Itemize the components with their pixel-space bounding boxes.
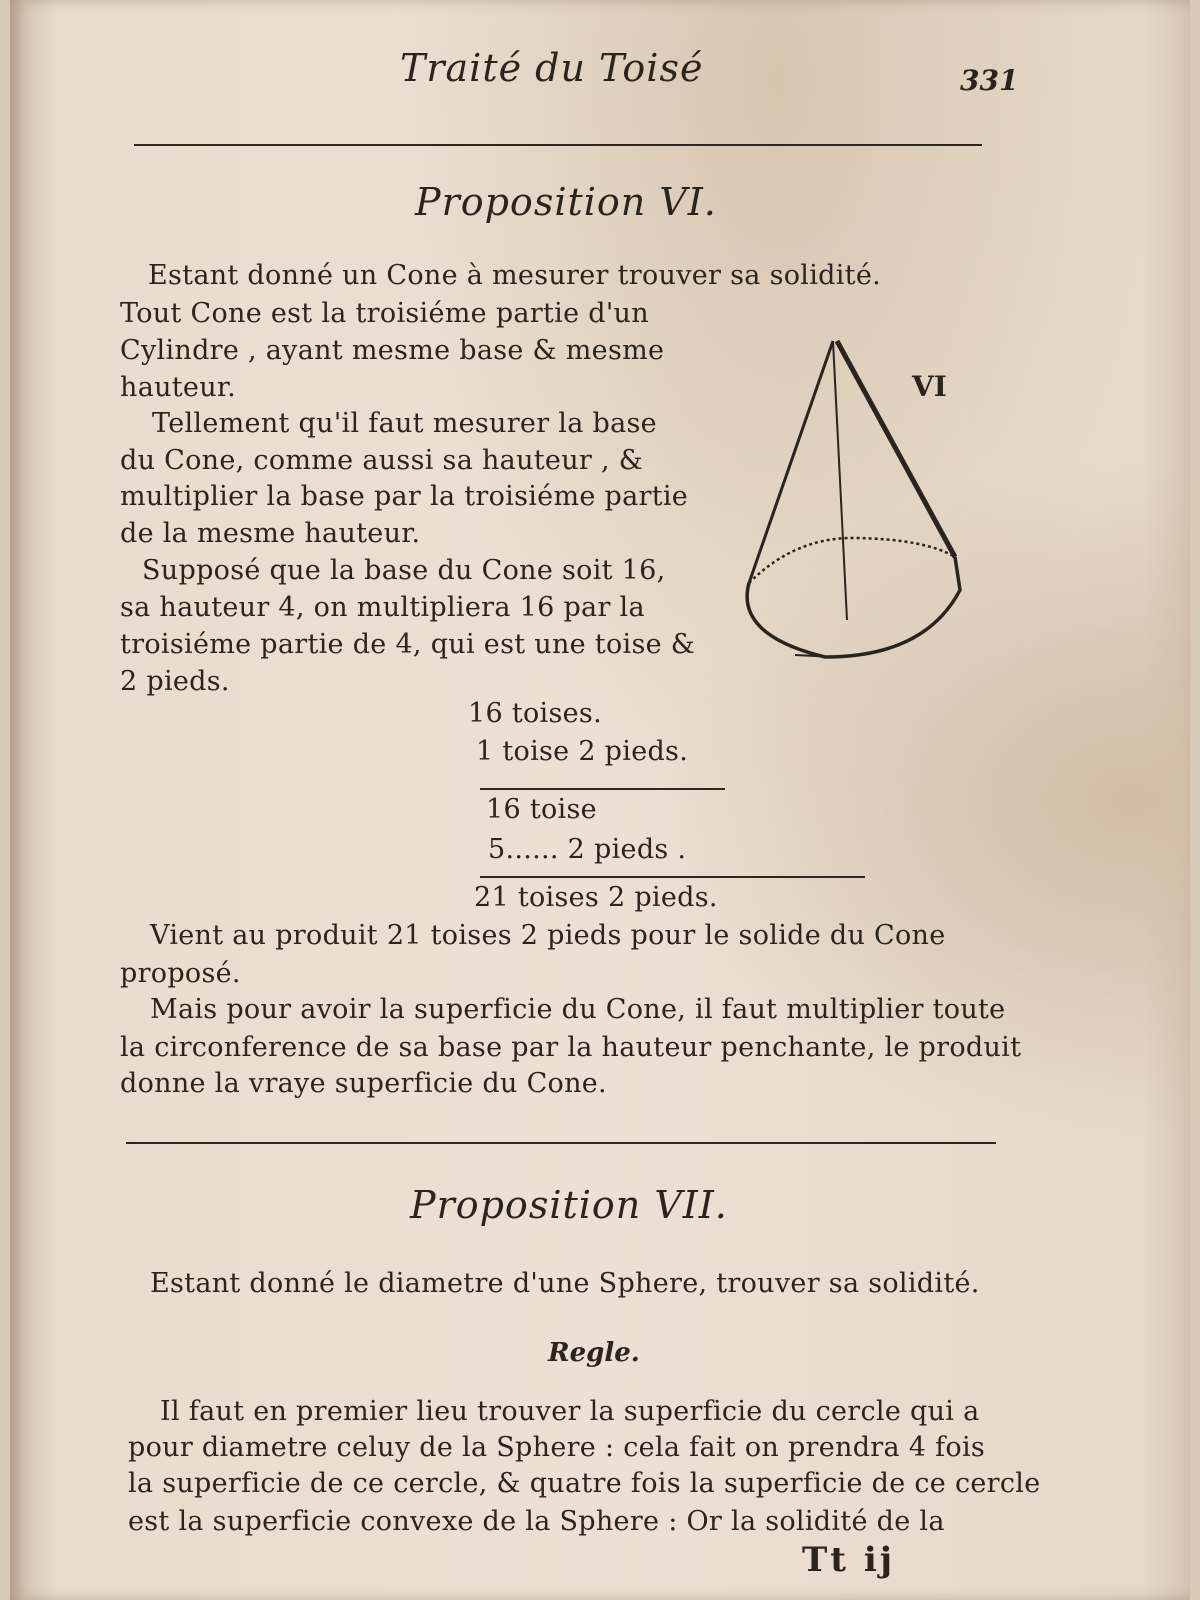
conclusion-line: la circonference de sa base par la hauteur penchante, le produit — [120, 1032, 1022, 1063]
prop7-line: est la superficie convexe de la Sphere : Or la solidité de la — [128, 1506, 945, 1537]
prop6-line: Tellement qu'il faut mesurer la base — [152, 408, 657, 439]
calculation-line: 16 toises. — [468, 698, 602, 729]
calculation-line: 5...... 2 pieds . — [488, 834, 687, 865]
prop7-line: la superficie de ce cercle, & quatre fois la superficie de ce cercle — [128, 1468, 1041, 1499]
prop6-line: multiplier la base par la troisiéme partie — [120, 481, 689, 512]
calculation-rule — [480, 788, 725, 790]
cone-figure — [735, 335, 995, 685]
prop6-line: hauteur. — [120, 372, 237, 403]
rule-rubric: Regle. — [548, 1338, 640, 1368]
calculation-result: 21 toises 2 pieds. — [474, 882, 718, 913]
prop6-line: de la mesme hauteur. — [120, 518, 421, 549]
signature-mark: Tt ij — [802, 1540, 896, 1580]
prop6-line: sa hauteur 4, on multipliera 16 par la — [120, 592, 645, 623]
prop6-line: Estant donné un Cone à mesurer trouver sa solidité. — [148, 260, 881, 291]
section-rule — [126, 1142, 996, 1144]
conclusion-line: donne la vraye superficie du Cone. — [120, 1068, 607, 1099]
conclusion-line: proposé. — [120, 958, 241, 989]
prop6-line: Tout Cone est la troisiéme partie d'un — [120, 298, 649, 329]
calculation-line: 1 toise 2 pieds. — [476, 736, 689, 767]
book-page — [10, 0, 1190, 1600]
prop7-statement: Estant donné le diametre d'une Sphere, trouver sa solidité. — [150, 1268, 980, 1299]
prop6-line: troisiéme partie de 4, qui est une toise & — [120, 629, 696, 660]
proposition-7-heading: Proposition VII. — [410, 1183, 728, 1227]
prop6-line: du Cone, comme aussi sa hauteur , & — [120, 445, 644, 476]
prop6-line: Supposé que la base du Cone soit 16, — [142, 555, 666, 586]
proposition-6-heading: Proposition VI. — [415, 180, 717, 224]
conclusion-line: Mais pour avoir la superficie du Cone, il faut multiplier toute — [150, 994, 1006, 1025]
page-number: 331 — [960, 64, 1019, 97]
running-header-title: Traité du Toisé — [400, 46, 704, 90]
header-rule — [134, 144, 982, 146]
calculation-rule — [480, 876, 865, 878]
prop7-line: Il faut en premier lieu trouver la superficie du cercle qui a — [160, 1396, 980, 1427]
figure-label: VI — [912, 370, 947, 403]
prop6-line: 2 pieds. — [120, 666, 230, 697]
calculation-line: 16 toise — [486, 794, 597, 825]
prop6-line: Cylindre , ayant mesme base & mesme — [120, 335, 665, 366]
conclusion-line: Vient au produit 21 toises 2 pieds pour le solide du Cone — [150, 920, 946, 951]
prop7-line: pour diametre celuy de la Sphere : cela fait on prendra 4 fois — [128, 1432, 986, 1463]
